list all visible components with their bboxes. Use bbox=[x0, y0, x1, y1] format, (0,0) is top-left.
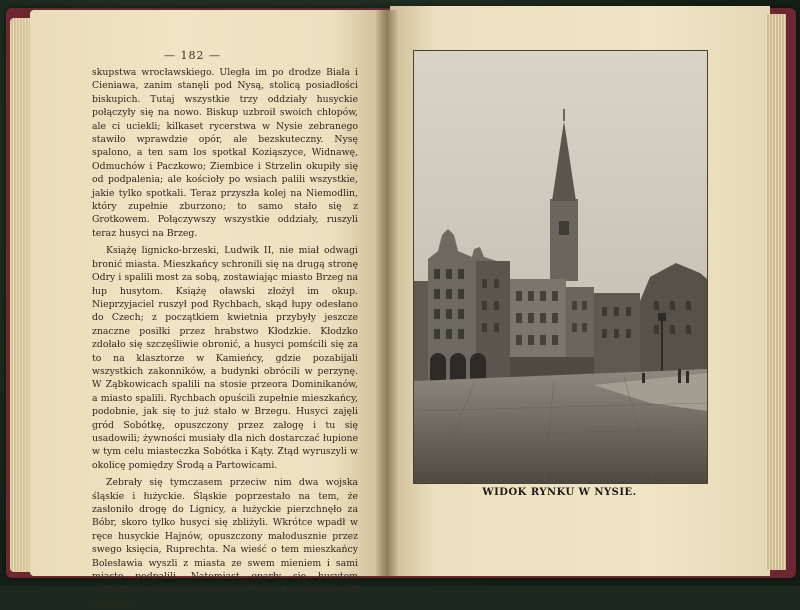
paragraph-3: Zebrały się tymczasem przeciw nim dwa wojska śląskie i łużyckie. Śląskie poprzestało na tem, że zasłoniło drogę do Lignicy, a łużyckie pierzchnęło za Bóbr, skoro tylko husyci się zbliżyli. Wkrótce wpadł w ręce husyckie Hajnów, opuszczony małodusznie przez swego księcia, Ruprechta. Na wieść o tem mieszkańcy Bolesławia wyszli z miasta ze swem mieniem i sami miasto podpalili. Natomiast oparły się husytom szczęśliwie miasta Ścinawa nad Odrą i Lubin (zwan też Bukowa). bbox=[92, 477, 358, 609]
right-page-edges bbox=[766, 14, 786, 570]
town-square-photo bbox=[414, 51, 707, 483]
page-text bbox=[92, 66, 358, 610]
page-number: — 182 — bbox=[164, 49, 221, 62]
paragraph-2: Książę lignicko-brzeski, Ludwik II, nie miał odwagi bronić miasta. Mieszkańcy schronili się na drugą stronę Odry i spalili most za sobą, zostawiając miasto Brzeg na łup husytom. Książę oławski złożył im okup. Nieprzyjaciel ruszył pod Rychbach, skąd łupy odesłano do Czech; z początkiem kwietnia przybyły jeszcze znaczne posiłki przez hrabstwo Kłodzkie. Kłodzko zdołało się szczęśliwie obronić, a husyci pomścili się za to na klasztorze w Kamieńcy, gdzie pozabijali wszystkich zakonników, a budynki obrócili w perzynę. W Ząbkowicach spalili na stosie przeora Dominikanów, a miasto spalili. Rychbach opuścili zupełnie mieszkańcy, podobnie, jak się to już stało w Brzegu. Husyci zajęli gród Sobótkę, opuszczony przez załogę i tu się usadowili; żywności musiały dla nich dostarczać łupione w tym celu miasteczka Sobótka i Kąty. Ztąd wyruszyli w okolicę pomiędzy Środą a Partowicami. bbox=[92, 245, 358, 471]
paragraph-1: skupstwa wrocławskiego. Uległa im po drodze Biała i Cieniawa, zanim stanęli pod Nysą, stolicą posiadłości biskupich. Tutaj wszystkie trzy oddziały husyckie połączyły się na nowo. Biskup uzbroił swoich chłopów, ale ci uciekli; kilkaset rycerstwa w Nysie zebranego stawiło wprawdzie opór, ale bezskuteczny. Nysę spalono, a ten sam los spotkał Koziąszyce, Widnawę, Odmuchów i Paczkowo; Ziembice i Strzelin okupiły się od podpalenia; ale kościoły po wsiach palili wszystkie, jakie tylko spotkali. Teraz przyszła kolej na Niemodlin, który zupełnie zburzono; to samo stało się z Grotkowem. Połączywszy wszystkie oddziały, ruszyli teraz husyci na Brzeg. bbox=[92, 67, 358, 239]
town-square-plate bbox=[413, 50, 708, 484]
plate-caption: WIDOK RYNKU W NYSIE. bbox=[482, 487, 637, 498]
book-gutter bbox=[376, 10, 398, 576]
